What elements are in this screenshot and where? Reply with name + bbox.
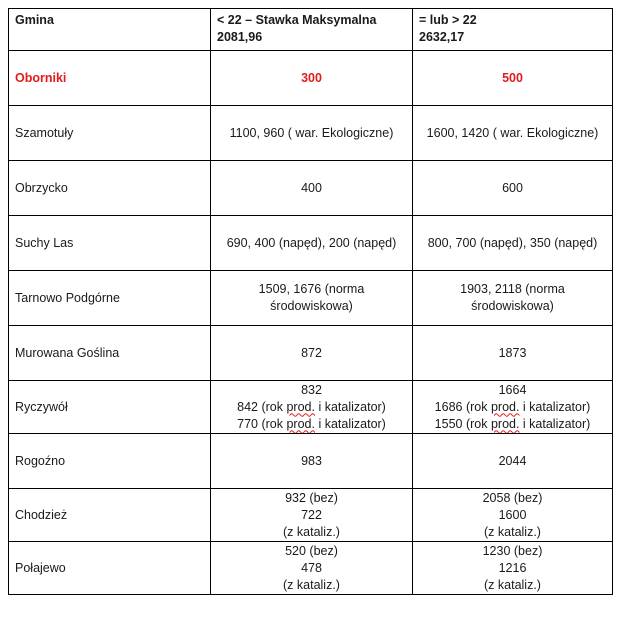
value-over-22: 1873	[413, 326, 613, 381]
table-header-row	[9, 9, 613, 51]
gmina-name: Obrzycko	[9, 161, 211, 216]
value-over-22	[413, 542, 613, 595]
table-row	[9, 161, 613, 216]
value-line: 1216	[498, 560, 527, 575]
table-row	[9, 542, 613, 595]
header-over-22-label: = lub > 22	[419, 13, 477, 27]
value-under-22: 300	[211, 51, 413, 106]
spellcheck-word: prod.	[286, 399, 315, 414]
value-line: środowiskowa)	[471, 299, 554, 313]
spellcheck-word: prod.	[490, 416, 520, 431]
gmina-name: Rogoźno	[9, 434, 211, 489]
header-over-22-rate: 2632,17	[419, 30, 465, 44]
table-row	[9, 489, 613, 542]
spellcheck-word: prod.	[286, 416, 315, 431]
value-line: (z kataliz.)	[484, 524, 541, 539]
value-line: 520 (bez)	[285, 543, 338, 558]
value-over-22: 2044	[413, 434, 613, 489]
value-line: 1230 (bez)	[482, 543, 543, 558]
value-line: 1509, 1676 (norma	[258, 282, 365, 296]
value-line: 832	[301, 382, 322, 397]
value-line: (z kataliz.)	[283, 577, 340, 592]
value-line: 1903, 2118 (norma	[460, 282, 565, 296]
value-text: 770 (rok	[237, 416, 287, 431]
gmina-name: Tarnowo Podgórne	[9, 271, 211, 326]
value-line: 722	[301, 507, 322, 522]
spellcheck-word: prod.	[490, 399, 520, 414]
value-line	[419, 399, 606, 416]
value-line: (z kataliz.)	[484, 577, 541, 592]
value-under-22: 983	[211, 434, 413, 489]
table-row	[9, 381, 613, 434]
value-text: 1550 (rok	[434, 416, 491, 431]
gmina-name: Murowana Goślina	[9, 326, 211, 381]
value-line	[419, 416, 606, 433]
table-row	[9, 326, 613, 381]
table-row	[9, 106, 613, 161]
value-line: 1664	[498, 382, 527, 397]
value-line: 1600	[498, 507, 527, 522]
value-line: (z kataliz.)	[283, 524, 340, 539]
header-under-22	[211, 9, 413, 51]
value-text: i katalizator)	[314, 399, 386, 414]
value-line: środowiskowa)	[270, 299, 353, 313]
value-under-22	[211, 381, 413, 434]
gmina-name: Szamotuły	[9, 106, 211, 161]
value-over-22: 500	[413, 51, 613, 106]
table-row	[9, 271, 613, 326]
value-under-22	[211, 271, 413, 326]
value-text: i katalizator)	[314, 416, 386, 431]
value-under-22: 872	[211, 326, 413, 381]
value-text: i katalizator)	[519, 399, 591, 414]
value-line: 932 (bez)	[285, 490, 338, 505]
header-under-22-rate: 2081,96	[217, 30, 263, 44]
table-row	[9, 434, 613, 489]
rates-table	[8, 8, 613, 595]
value-line	[217, 416, 406, 433]
value-over-22	[413, 381, 613, 434]
gmina-name: Ryczywół	[9, 381, 211, 434]
value-line: 478	[301, 560, 322, 575]
gmina-name: Suchy Las	[9, 216, 211, 271]
table-row	[9, 216, 613, 271]
gmina-name: Oborniki	[9, 51, 211, 106]
value-over-22: 1600, 1420 ( war. Ekologiczne)	[413, 106, 613, 161]
value-text: 1686 (rok	[434, 399, 491, 414]
gmina-name: Chodzież	[9, 489, 211, 542]
table-row	[9, 51, 613, 106]
value-text: 842 (rok	[237, 399, 287, 414]
value-under-22: 690, 400 (napęd), 200 (napęd)	[211, 216, 413, 271]
value-over-22	[413, 271, 613, 326]
gmina-name: Połajewo	[9, 542, 211, 595]
header-under-22-label: < 22 – Stawka Maksymalna	[217, 13, 377, 27]
value-under-22	[211, 489, 413, 542]
header-over-22	[413, 9, 613, 51]
value-under-22	[211, 542, 413, 595]
value-line	[217, 399, 406, 416]
header-gmina	[9, 9, 211, 51]
value-over-22: 600	[413, 161, 613, 216]
header-gmina-label: Gmina	[15, 13, 54, 27]
value-over-22: 800, 700 (napęd), 350 (napęd)	[413, 216, 613, 271]
value-under-22: 1100, 960 ( war. Ekologiczne)	[211, 106, 413, 161]
value-over-22	[413, 489, 613, 542]
value-under-22: 400	[211, 161, 413, 216]
value-text: i katalizator)	[519, 416, 591, 431]
value-line: 2058 (bez)	[482, 490, 543, 505]
